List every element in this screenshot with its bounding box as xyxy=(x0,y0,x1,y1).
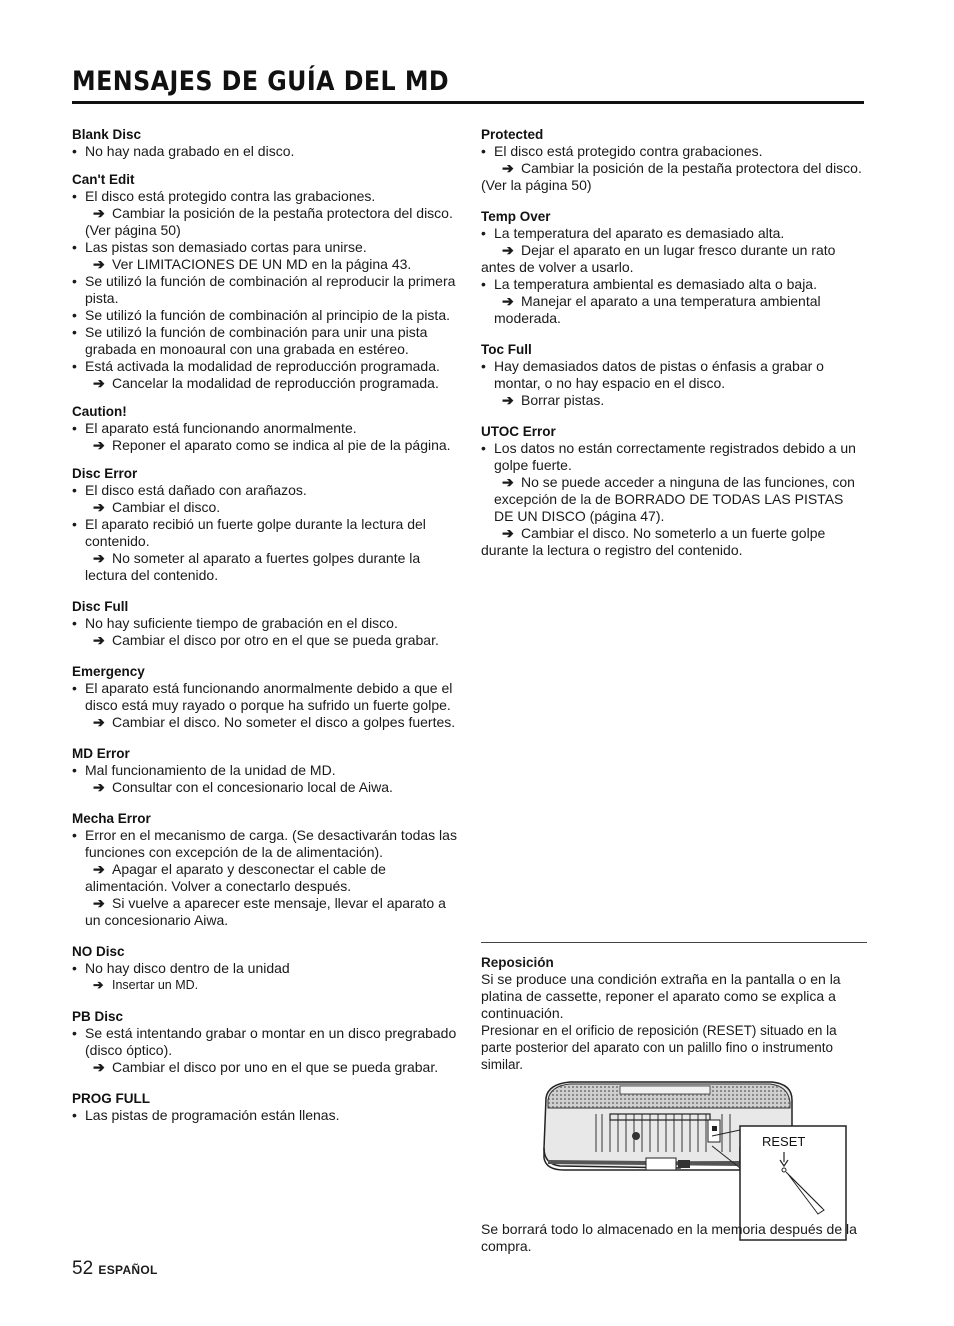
section-heading: UTOC Error xyxy=(481,424,556,439)
page-footer xyxy=(72,1258,158,1280)
section-protected xyxy=(481,126,871,194)
arrow-right-icon: ➔ xyxy=(502,293,514,309)
title-rule xyxy=(72,101,864,104)
continuation-line: (Ver la página 50) xyxy=(481,177,592,193)
section-heading: Reposición xyxy=(481,955,554,970)
device-reset-illustration xyxy=(540,1078,850,1243)
reset-label: RESET xyxy=(762,1134,806,1149)
action-line: ➔ Cambiar el disco. xyxy=(93,499,221,515)
bullet-item: • No hay nada grabado en el disco. xyxy=(72,143,464,160)
section-heading: Blank Disc xyxy=(72,127,142,142)
action-line: ➔ Dejar el aparato en un lugar fresco durante un rato xyxy=(502,242,836,258)
bullet-item: • No hay disco dentro de la unidad ➔ Insertar un MD. xyxy=(72,960,464,994)
action-line: ➔ Cambiar el disco por otro en el que se pueda grabar. xyxy=(93,632,439,648)
section-cant-edit xyxy=(72,171,464,392)
section-heading: PB Disc xyxy=(72,1009,124,1024)
arrow-right-icon: ➔ xyxy=(93,205,105,221)
action-line: ➔ Cambiar el disco por uno en el que se pueda grabar. xyxy=(93,1059,439,1075)
arrow-right-icon: ➔ xyxy=(93,550,105,566)
section-caution xyxy=(72,403,464,454)
action-line: ➔ Ver LIMITACIONES DE UN MD en la página 43. xyxy=(93,256,412,272)
arrow-right-icon: ➔ xyxy=(502,242,514,258)
section-heading: NO Disc xyxy=(72,944,125,959)
reset-divider xyxy=(481,942,867,943)
reset-note: Se borrará todo lo almacenado en la memoria después de la compra. xyxy=(481,1221,857,1254)
bullet-item: • El aparato está funcionando anormalmente. ➔ Reponer el aparato como se indica al pie de la página. xyxy=(72,420,464,454)
bullet-item: • Error en el mecanismo de carga. (Se desactivarán todas las funciones con excepción de la de alimentación). ➔ Apagar el aparato y desconectar el cable de alimentación. Volver a conectarlo después. ➔ Si vuelve a aparecer este mensaje, llevar el aparato a un concesionario Aiwa. xyxy=(72,827,464,929)
section-no-disc xyxy=(72,943,464,994)
section-heading: Emergency xyxy=(72,664,145,679)
language-label: ESPAÑOL xyxy=(98,1263,158,1277)
section-mecha-error xyxy=(72,810,464,929)
bullet-item: • La temperatura del aparato es demasiado alta. ➔ Dejar el aparato en un lugar fresco durante un rato xyxy=(481,225,871,259)
action-line: ➔ Consultar con el concesionario local de Aiwa. xyxy=(93,779,393,795)
section-emergency xyxy=(72,663,464,731)
section-heading: Toc Full xyxy=(481,342,532,357)
reset-paragraph: Si se produce una condición extraña en la pantalla o en la platina de cassette, reponer el aparato como se explica a continuación. xyxy=(481,971,841,1021)
continuation-line: antes de volver a usarlo. xyxy=(481,259,634,275)
arrow-right-icon: ➔ xyxy=(93,861,105,877)
action-line: ➔ Cambiar la posición de la pestaña protectora del disco. xyxy=(502,160,862,176)
arrow-right-icon: ➔ xyxy=(93,375,105,391)
arrow-right-icon: ➔ xyxy=(93,714,105,730)
arrow-right-icon: ➔ xyxy=(93,978,104,992)
arrow-right-icon: ➔ xyxy=(502,160,514,176)
section-reset xyxy=(481,954,871,1073)
right-column xyxy=(481,126,871,570)
section-blank-disc xyxy=(72,126,464,160)
arrow-right-icon: ➔ xyxy=(93,437,105,453)
action-line: ➔ Apagar el aparato y desconectar el cable de xyxy=(93,861,386,877)
section-heading: PROG FULL xyxy=(72,1091,150,1106)
action-line: ➔ No someter al aparato a fuertes golpes durante la xyxy=(93,550,421,566)
section-heading: Disc Full xyxy=(72,599,129,614)
bullet-item: • Las pistas son demasiado cortas para unirse. ➔ Ver LIMITACIONES DE UN MD en la página 43. xyxy=(72,239,464,273)
section-heading: Protected xyxy=(481,127,544,142)
page-number: 52 xyxy=(72,1258,94,1279)
bullet-item: • Mal funcionamiento de la unidad de MD. ➔ Consultar con el concesionario local de Aiwa. xyxy=(72,762,464,796)
section-temp-over xyxy=(481,208,871,327)
bullet-item: • Los datos no están correctamente registrados debido a un golpe fuerte. ➔ No se puede acceder a ninguna de las funciones, con excepción de la de BORRADO DE TODAS LAS PISTAS DE UN DISCO (página 47). ➔ Cambiar el disco. No someterlo a un fuerte golpe xyxy=(481,440,871,542)
page-title: MENSAJES DE GUÍA DEL MD xyxy=(72,66,450,97)
arrow-right-icon: ➔ xyxy=(93,895,105,911)
action-line: ➔ Reponer el aparato como se indica al pie de la página. xyxy=(93,437,451,453)
action-line: ➔ Cancelar la modalidad de reproducción programada. xyxy=(93,375,439,391)
action-line: ➔ Cambiar el disco. No someterlo a un fuerte golpe xyxy=(502,525,826,541)
bullet-item: • Se utilizó la función de combinación al principio de la pista. xyxy=(72,307,464,324)
action-line: ➔ Manejar el aparato a una temperatura ambiental xyxy=(502,293,821,309)
arrow-right-icon: ➔ xyxy=(93,256,105,272)
section-disc-full xyxy=(72,598,464,649)
section-utoc-error xyxy=(481,423,871,559)
bullet-item: • Está activada la modalidad de reproducción programada. ➔ Cancelar la modalidad de reproducción programada. xyxy=(72,358,464,392)
bullet-item: • La temperatura ambiental es demasiado alta o baja. ➔ Manejar el aparato a una temperatura ambiental moderada. xyxy=(481,276,871,327)
section-toc-full xyxy=(481,341,871,409)
reset-paragraph: Presionar en el orificio de reposición (RESET) situado en la parte posterior del aparato con un palillo fino o instrumento similar. xyxy=(481,1023,837,1072)
section-disc-error xyxy=(72,465,464,584)
bullet-item: • El disco está dañado con arañazos. ➔ Cambiar el disco. xyxy=(72,482,464,516)
action-line: ➔ Cambiar el disco. No someter el disco a golpes fuertes. xyxy=(93,714,456,730)
arrow-right-icon: ➔ xyxy=(93,499,105,515)
section-heading: Caution! xyxy=(72,404,127,419)
bullet-item: • El aparato recibió un fuerte golpe durante la lectura del contenido. ➔ No someter al aparato a fuertes golpes durante la lectura del contenido. xyxy=(72,516,464,584)
arrow-right-icon: ➔ xyxy=(93,1059,105,1075)
section-heading: MD Error xyxy=(72,746,130,761)
bullet-item: • Se está intentando grabar o montar en un disco pregrabado (disco óptico). ➔ Cambiar el disco por uno en el que se pueda grabar. xyxy=(72,1025,464,1076)
section-heading: Mecha Error xyxy=(72,811,151,826)
continuation-line: durante la lectura o registro del contenido. xyxy=(481,542,743,558)
bullet-item: • Hay demasiados datos de pistas o énfasis a grabar o montar, o no hay espacio en el disco. ➔ Borrar pistas. xyxy=(481,358,871,409)
left-column xyxy=(72,126,464,1135)
arrow-right-icon: ➔ xyxy=(502,392,514,408)
section-heading: Can't Edit xyxy=(72,172,135,187)
section-pb-disc xyxy=(72,1008,464,1076)
bullet-item: • El disco está protegido contra grabaciones. ➔ Cambiar la posición de la pestaña protectora del disco. xyxy=(481,143,871,177)
arrow-right-icon: ➔ xyxy=(502,474,514,490)
bullet-item: • El aparato está funcionando anormalmente debido a que el disco está muy rayado o porque ha sufrido un fuerte golpe. ➔ Cambiar el disco. No someter el disco a golpes fuertes. xyxy=(72,680,464,731)
arrow-right-icon: ➔ xyxy=(93,632,105,648)
section-heading: Disc Error xyxy=(72,466,138,481)
bullet-item: • Se utilizó la función de combinación para unir una pista grabada en monoaural con una grabada en estéreo. xyxy=(72,324,464,358)
bullet-item: • El disco está protegido contra las grabaciones. ➔ Cambiar la posición de la pestaña protectora del disco. (Ver página 50) xyxy=(72,188,464,239)
section-heading: Temp Over xyxy=(481,209,551,224)
section-prog-full xyxy=(72,1090,464,1124)
action-line: ➔ Borrar pistas. xyxy=(502,392,605,408)
arrow-right-icon: ➔ xyxy=(502,525,514,541)
action-line: ➔ Cambiar la posición de la pestaña protectora del disco. xyxy=(93,205,453,221)
action-line: ➔ Si vuelve a aparecer este mensaje, llevar el aparato a xyxy=(93,895,446,911)
action-line: ➔ No se puede acceder a ninguna de las funciones, con xyxy=(502,474,855,490)
arrow-right-icon: ➔ xyxy=(93,779,105,795)
action-line: ➔ Insertar un MD. xyxy=(93,978,199,992)
bullet-item: • No hay suficiente tiempo de grabación en el disco. ➔ Cambiar el disco por otro en el que se pueda grabar. xyxy=(72,615,464,649)
bullet-item: • Las pistas de programación están llenas. xyxy=(72,1107,464,1124)
section-md-error xyxy=(72,745,464,796)
bullet-item: • Se utilizó la función de combinación al reproducir la primera pista. xyxy=(72,273,464,307)
